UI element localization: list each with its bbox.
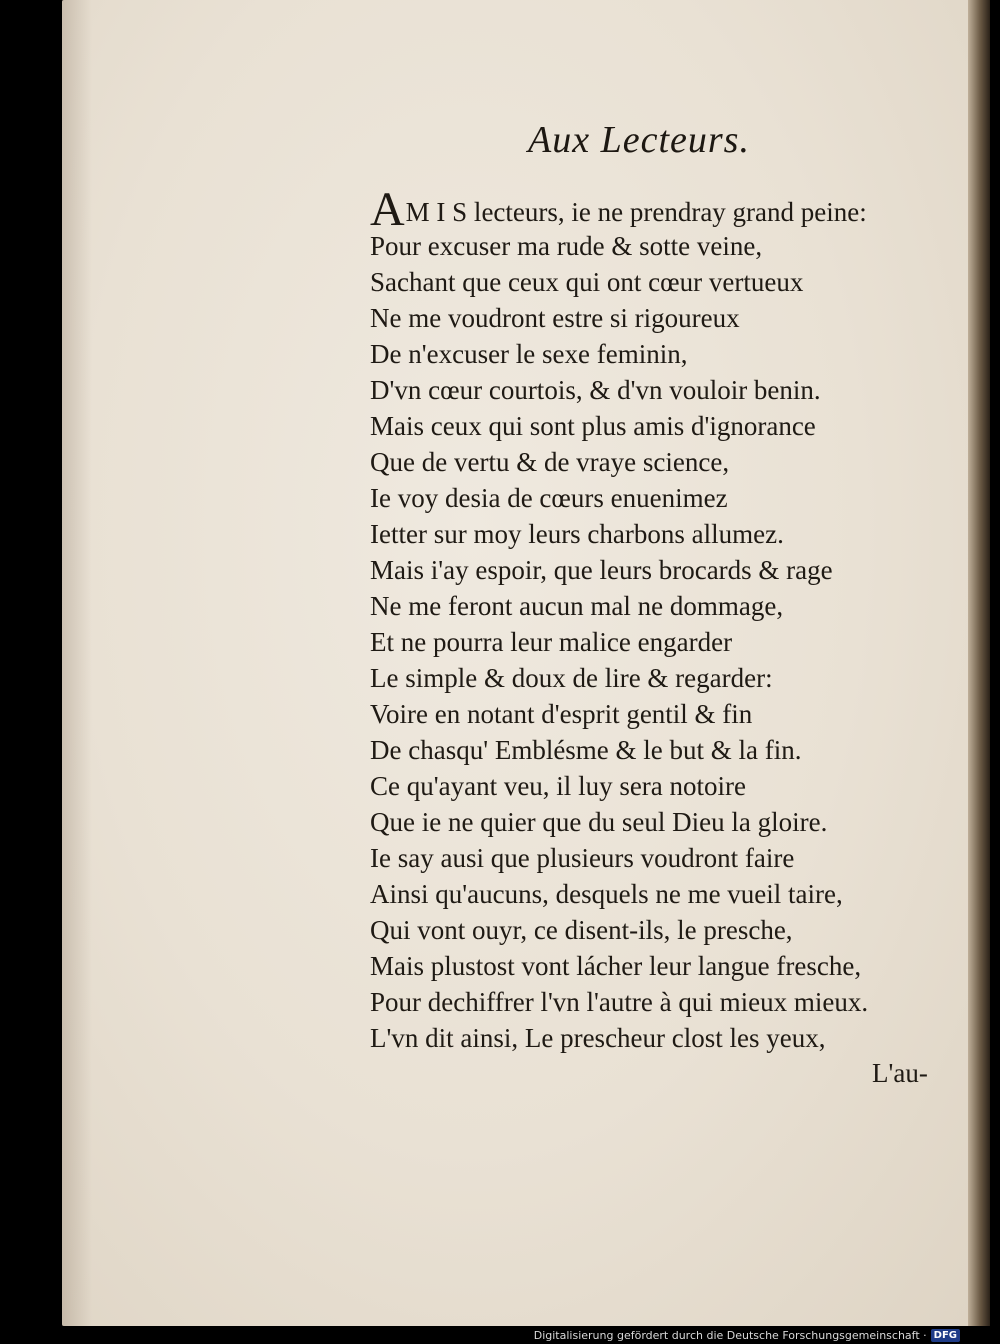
verse-line: Ietter sur moy leurs charbons allumez. bbox=[370, 519, 784, 549]
verse-line: Ainsi qu'aucuns, desquels ne me vueil taire, bbox=[370, 879, 843, 909]
verse-block bbox=[370, 183, 960, 1056]
verse-line: Ce qu'ayant veu, il luy sera notoire bbox=[370, 771, 747, 801]
verse-line: De n'excuser le sexe feminin, bbox=[370, 339, 688, 369]
verse-line: Que de vertu & de vraye science, bbox=[370, 447, 730, 477]
verse-line: Ie voy desia de cœurs enuenimez bbox=[370, 483, 728, 513]
verse-line-first bbox=[370, 183, 960, 236]
first-line-text: M I S lecteurs, ie ne prendray grand peine: bbox=[405, 197, 867, 227]
verse-line: Pour dechiffrer l'vn l'autre à qui mieux mieux. bbox=[370, 987, 869, 1017]
verse-line: Que ie ne quier que du seul Dieu la gloire. bbox=[370, 807, 828, 837]
verse-line: Voire en notant d'esprit gentil & fin bbox=[370, 699, 753, 729]
dfg-logo: DFG bbox=[931, 1329, 960, 1342]
verse-lines bbox=[370, 228, 960, 1056]
verse-line: Le simple & doux de lire & regarder: bbox=[370, 663, 773, 693]
verse-line: Mais plustost vont lácher leur langue fresche, bbox=[370, 951, 862, 981]
verse-line: Ne me feront aucun mal ne dommage, bbox=[370, 591, 784, 621]
page-edge bbox=[968, 0, 990, 1326]
verse-line: Ie say ausi que plusieurs voudront faire bbox=[370, 843, 795, 873]
verse-line: Qui vont ouyr, ce disent-ils, le presche, bbox=[370, 915, 793, 945]
verse-line: Mais i'ay espoir, que leurs brocards & rage bbox=[370, 555, 833, 585]
page-heading: Aux Lecteurs. bbox=[528, 119, 750, 161]
verse-line: Pour excuser ma rude & sotte veine, bbox=[370, 231, 763, 261]
spine-shadow bbox=[62, 0, 92, 1326]
verse-line: De chasqu' Emblésme & le but & la fin. bbox=[370, 735, 802, 765]
drop-cap: A bbox=[370, 183, 405, 236]
verse-line: Ne me voudront estre si rigoureux bbox=[370, 303, 740, 333]
catchword: L'au- bbox=[872, 1058, 928, 1088]
verse-line: L'vn dit ainsi, Le prescheur clost les yeux, bbox=[370, 1023, 826, 1053]
verse-line: Sachant que ceux qui ont cœur vertueux bbox=[370, 267, 804, 297]
verse-line: Mais ceux qui sont plus amis d'ignorance bbox=[370, 411, 816, 441]
verse-line: Et ne pourra leur malice engarder bbox=[370, 627, 733, 657]
footer-text: Digitalisierung gefördert durch die Deutsche Forschungsgemeinschaft · bbox=[533, 1329, 927, 1342]
verse-line: D'vn cœur courtois, & d'vn vouloir benin. bbox=[370, 375, 821, 405]
digitization-footer bbox=[534, 1329, 960, 1342]
